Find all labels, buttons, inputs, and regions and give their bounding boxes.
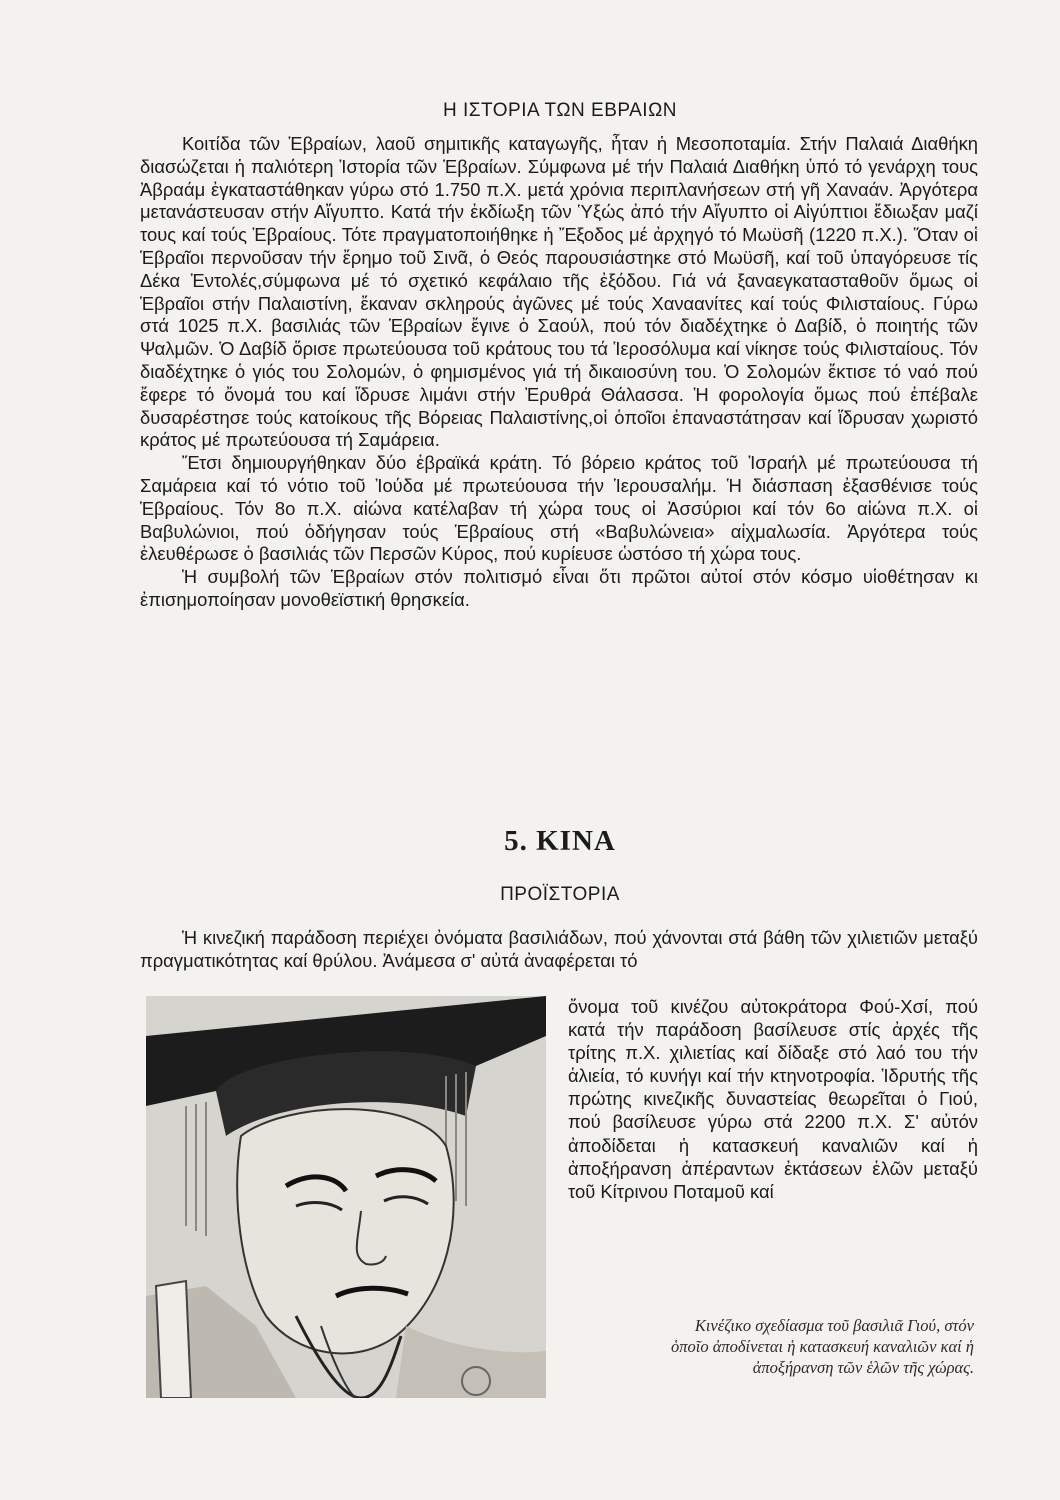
chapter-title: 5. ΚΙΝΑ	[504, 825, 616, 857]
china-intro-paragraph: Ἡ κινεζική παράδοση περιέχει ὀνόματα βασιλιάδων, πού χάνονται στά βάθη τῶν χιλιετιῶν μεταξύ πραγματικότητας καί θρύλου. Ἀνάμεσα σ' αὐτά ἀναφέρεται τό	[140, 927, 978, 971]
paragraph: Ἡ συμβολή τῶν Ἑβραίων στόν πολιτισμό εἶναι ὅτι πρῶτοι αὐτοί στόν κόσμο υἱοθέτησαν κι ἐπισημοποίησαν μονοθεϊστική θρησκεία.	[140, 566, 978, 610]
china-text-beside-image: ὄνομα τοῦ κινέζου αὐτοκράτορα Φού-Χσί, πού κατά τήν παράδοση βασίλευσε στίς ἀρχές τῆς τρίτης π.Χ. χιλιετίας καί δίδαξε στό λαό του τήν ἁλιεία, τό κυνήγι καί τήν κτηνοτροφία. Ἱδρυτής τῆς πρώτης κινεζικῆς δυναστείας θεωρεῖται ὁ Γιού, πού βασίλευσε γύρω στά 2200 π.Χ. Σ' αὐτόν ἀποδίδεται ἡ κατασκευή καναλιῶν καί ἡ ἀποξήρανση ἀπέραντων ἐκτάσεων ἑλῶν μεταξύ τοῦ Κίτρινου Ποταμοῦ καί	[568, 996, 978, 1202]
caption-line: ὁποῖο ἀποδίνεται ἡ κατασκευή καναλιῶν καί ἡ	[670, 1337, 974, 1356]
caption-line: Κινέζικο σχεδίασμα τοῦ βασιλιᾶ Γιού, στόν	[694, 1316, 974, 1335]
hebrews-text	[140, 133, 978, 612]
section-heading-hebrews: Η ΙΣΤΟΡΙΑ ΤΩΝ ΕΒΡΑΙΩΝ	[442, 100, 678, 121]
paragraph: Κοιτίδα τῶν Ἑβραίων, λαοῦ σημιτικῆς καταγωγῆς, ἦταν ἡ Μεσοποταμία. Στήν Παλαιά Διαθήκη διασώζεται ἡ παλιότερη Ἱστορία τῶν Ἑβραίων. Σύμφωνα μέ τήν Παλαιά Διαθήκη ὑπό τό γενάρχη τους Ἀβραάμ ἐγκαταστάθηκαν γύρω στό 1.750 π.Χ. μετά χρόνια περιπλανήσεων στή γῆ Χαναάν. Ἀργότερα μετανάστευσαν στήν Αἴγυπτο. Κατά τήν ἐκδίωξη τῶν Ὑξώς ἀπό τήν Αἴγυπτο οἱ Αἰγύπτιοι ἔδιωξαν μαζί τους καί τούς Ἑβραίους. Τότε πραγματοποιήθηκε ἡ Ἔξοδος μέ ἀρχηγό τό Μωϋσῆ (1220 π.Χ.). Ὅταν οἱ Ἑβραῖοι περνοῦσαν τήν ἔρημο τοῦ Σινᾶ, ὁ Θεός παρουσιάστηκε στό Μωϋσῆ, καί τοῦ ὑπαγόρευσε τίς Δέκα Ἐντολές,σύμφωνα μέ τό σχετικό κεφάλαιο τῆς ἐξόδου. Γιά νά ξαναεγκατασταθοῦν ὅμως οἱ Ἑβραῖοι στήν Παλαιστίνη, ἔκαναν σκληρούς ἀγῶνες μέ τούς Χαναανίτες καί τούς Φιλισταίους. Γύρω στά 1025 π.Χ. βασιλιάς τῶν Ἑβραίων ἔγινε ὁ Σαούλ, πού τόν διαδέχτηκε ὁ Δαβίδ, ὁ ποιητής τῶν Ψαλμῶν. Ὁ Δαβίδ ὅρισε πρωτεύουσα τοῦ κράτους του τά Ἱεροσόλυμα καί νίκησε τούς Φιλισταίους. Τόν διαδέχτηκε ὁ γιός του Σολομών, ὁ φημισμένος γιά τή δικαιοσύνη του. Ὁ Σολομών ἔκτισε τό ναό πού ἔφερε τό ὄνομά του καί ἵδρυσε λιμάνι στήν Ἐρυθρά Θάλασσα. Ἡ φορολογία ὅμως πού ἐπέβαλε δυσαρέστησε τούς κατοίκους τῆς Βόρειας Παλαιστίνης,οἱ ὁποῖοι ἐπαναστάτησαν καί ἵδρυσαν χωριστό κράτος μέ πρωτεύουσα τή Σαμάρεια.	[140, 133, 978, 451]
caption-line: ἀποξήρανση τῶν ἑλῶν τῆς χώρας.	[752, 1358, 974, 1377]
paragraph: Ἔτσι δημιουργήθηκαν δύο ἑβραϊκά κράτη. Τό βόρειο κράτος τοῦ Ἰσραήλ μέ πρωτεύουσα τή Σαμάρεια καί τό νότιο τοῦ Ἰούδα μέ πρωτεύουσα τήν Ἱερουσαλήμ. Ἡ διάσπαση ἐξασθένισε τούς Ἑβραίους. Τόν 8ο π.Χ. αἰώνα κατέλαβαν τή χώρα τους οἱ Ἀσσύριοι καί τόν 6ο αἰώνα π.Χ. οἱ Βαβυλώνιοι, πού ὁδήγησαν τούς Ἑβραίους στή «Βαβυλώνεια» αἰχμαλωσία. Ἀργότερα τούς ἐλευθέρωσε ὁ βασιλιάς τῶν Περσῶν Κύρος, πού κυρίευσε ὡστόσο τή χώρα τους.	[140, 452, 978, 565]
emperor-portrait-drawing	[146, 996, 546, 1398]
emperor-yu-illustration	[146, 996, 546, 1398]
image-caption	[564, 1315, 974, 1378]
section-heading-prehistory: ΠΡΟΪΣΤΟΡΙΑ	[500, 884, 620, 905]
